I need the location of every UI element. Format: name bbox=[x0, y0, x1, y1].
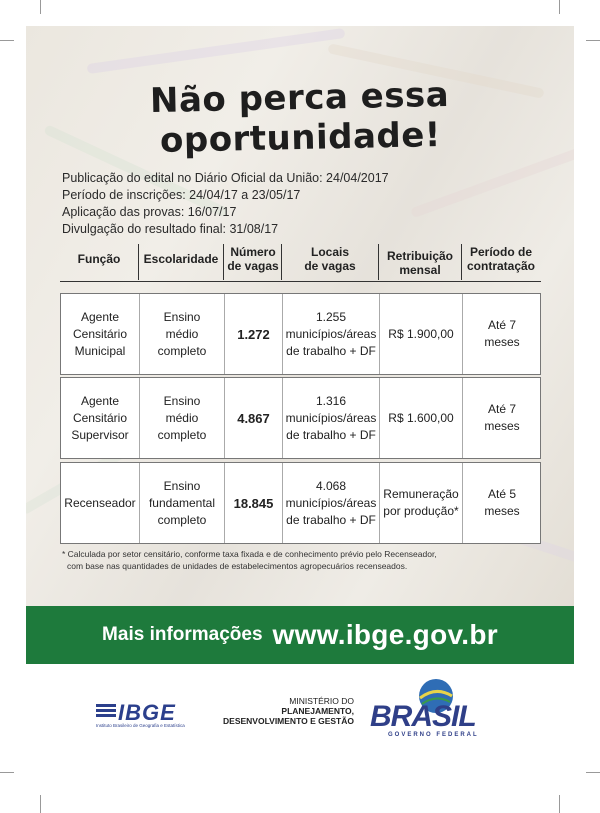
cell-text: meses bbox=[484, 335, 520, 349]
header-label: Escolaridade bbox=[143, 252, 219, 266]
cell-text: Supervisor bbox=[71, 427, 129, 442]
cell-text: 1.272 bbox=[237, 326, 270, 342]
header-divider bbox=[378, 244, 379, 280]
cell-text: R$ 1.900,00 bbox=[388, 326, 454, 341]
cell-locais bbox=[282, 294, 379, 374]
header-label: Período de bbox=[469, 245, 532, 259]
cell-text: por produção* bbox=[383, 504, 459, 518]
crop-mark bbox=[0, 40, 14, 41]
cell-text: 4.068 bbox=[315, 478, 347, 493]
info-line: Aplicação das provas: 16/07/17 bbox=[62, 205, 237, 219]
cell-text: completo bbox=[157, 343, 207, 358]
info-line: Divulgação do resultado final: 31/08/17 bbox=[62, 222, 279, 236]
more-info-label: Mais informações bbox=[102, 624, 263, 645]
footnote-line: com base nas quantidades de unidades de estabelecimentos agropecuários recenseados. bbox=[67, 561, 408, 571]
header-escolaridade bbox=[139, 252, 223, 266]
header-label: contratação bbox=[466, 259, 536, 273]
cell-text: R$ 1.600,00 bbox=[388, 410, 454, 425]
cell-text: Municipal bbox=[74, 343, 126, 358]
header-underline bbox=[60, 281, 541, 282]
cell-funcao bbox=[61, 378, 139, 458]
info-line: Publicação do edital no Diário Oficial da União: 24/04/2017 bbox=[62, 171, 389, 185]
cell-text: completo bbox=[157, 512, 207, 527]
cell-periodo bbox=[462, 463, 541, 543]
ibge-logo: IBGE bbox=[118, 700, 176, 725]
ibge-mark-icon bbox=[96, 702, 118, 720]
cell-text: de trabalho + DF bbox=[286, 512, 376, 527]
ministry-logo bbox=[182, 696, 354, 726]
cell-periodo bbox=[462, 294, 541, 374]
crop-mark bbox=[559, 795, 560, 813]
table-row bbox=[60, 377, 541, 459]
ibge-logo-subtitle: Instituto Brasileiro de Geografia e Estatística bbox=[96, 723, 185, 728]
table-row bbox=[60, 293, 541, 375]
header-label: Retribuição bbox=[386, 249, 453, 263]
key-dates bbox=[62, 170, 389, 238]
cell-text: Remuneração bbox=[383, 487, 459, 501]
cell-text: Recenseador bbox=[64, 495, 136, 510]
more-info-banner bbox=[26, 606, 574, 664]
header-locais bbox=[282, 245, 378, 273]
cell-text: Até 7 bbox=[487, 318, 517, 332]
crop-mark bbox=[586, 772, 600, 773]
cell-retribuicao bbox=[379, 463, 462, 543]
table-row bbox=[60, 462, 541, 544]
header-divider bbox=[281, 244, 282, 280]
cell-text: meses bbox=[484, 419, 520, 433]
cell-text: municípios/áreas bbox=[285, 410, 377, 425]
cell-funcao bbox=[61, 463, 139, 543]
cell-retribuicao bbox=[379, 378, 462, 458]
cell-periodo bbox=[462, 378, 541, 458]
footnote-line: * Calculada por setor censitário, conforme taxa fixada e de conhecimento prévio pelo Recenseador, bbox=[62, 549, 437, 559]
header-vagas bbox=[224, 245, 282, 273]
cell-escolaridade bbox=[139, 463, 224, 543]
brasil-logo: BRASIL bbox=[370, 700, 476, 733]
header-retribuicao bbox=[379, 249, 461, 277]
cell-text: meses bbox=[484, 504, 520, 518]
cell-text: médio bbox=[165, 326, 199, 341]
cell-locais bbox=[282, 378, 379, 458]
cell-text: de trabalho + DF bbox=[286, 343, 376, 358]
cell-text: 4.867 bbox=[237, 410, 270, 426]
header-divider bbox=[138, 244, 139, 280]
cell-retribuicao bbox=[379, 294, 462, 374]
cell-locais bbox=[282, 463, 379, 543]
brasil-logo-subtitle: GOVERNO FEDERAL bbox=[388, 732, 479, 738]
cell-text: Até 7 bbox=[487, 402, 517, 416]
cell-text: 1.255 bbox=[315, 309, 347, 324]
ministry-line: PLANEJAMENTO, bbox=[281, 706, 354, 716]
info-line: Período de inscrições: 24/04/17 a 23/05/17 bbox=[62, 188, 301, 202]
headline: Não perca essa oportunidade! bbox=[149, 74, 450, 161]
cell-vagas bbox=[224, 378, 282, 458]
crop-mark bbox=[40, 0, 41, 14]
website-link[interactable]: www.ibge.gov.br bbox=[272, 619, 498, 650]
cell-text: Ensino bbox=[163, 309, 201, 324]
footnote bbox=[62, 548, 437, 572]
header-label: Função bbox=[77, 252, 121, 266]
cell-text: Agente bbox=[80, 393, 120, 408]
cell-text: de trabalho + DF bbox=[286, 427, 376, 442]
crop-mark bbox=[0, 772, 14, 773]
cell-text: Ensino bbox=[163, 393, 201, 408]
decorative-streak bbox=[87, 28, 346, 74]
crop-mark bbox=[586, 40, 600, 41]
cell-escolaridade bbox=[139, 378, 224, 458]
cell-text: municípios/áreas bbox=[285, 495, 377, 510]
header-label: de vagas bbox=[227, 259, 279, 273]
cell-text: Agente bbox=[80, 309, 120, 324]
header-label: Número bbox=[230, 245, 276, 259]
crop-mark bbox=[559, 0, 560, 14]
cell-escolaridade bbox=[139, 294, 224, 374]
header-label: de vagas bbox=[304, 259, 356, 273]
cell-text: Até 5 bbox=[487, 487, 517, 501]
cell-text: 18.845 bbox=[233, 495, 274, 511]
header-label: mensal bbox=[399, 263, 441, 277]
cell-text: fundamental bbox=[148, 495, 216, 510]
cell-funcao bbox=[61, 294, 139, 374]
header-funcao bbox=[60, 252, 138, 266]
cell-text: municípios/áreas bbox=[285, 326, 377, 341]
cell-text: Censitário bbox=[72, 410, 127, 425]
header-divider bbox=[223, 244, 224, 280]
crop-mark bbox=[40, 795, 41, 813]
cell-text: Ensino bbox=[163, 478, 201, 493]
ministry-line: MINISTÉRIO DO bbox=[289, 696, 354, 706]
header-periodo bbox=[462, 245, 540, 273]
cell-text: completo bbox=[157, 427, 207, 442]
cell-vagas bbox=[224, 294, 282, 374]
cell-text: 1.316 bbox=[315, 393, 347, 408]
cell-vagas bbox=[224, 463, 282, 543]
cell-text: médio bbox=[165, 410, 199, 425]
ministry-line: DESENVOLVIMENTO E GESTÃO bbox=[223, 716, 354, 726]
cell-text: Censitário bbox=[72, 326, 128, 341]
header-label: Locais bbox=[310, 245, 349, 259]
header-divider bbox=[461, 244, 462, 280]
